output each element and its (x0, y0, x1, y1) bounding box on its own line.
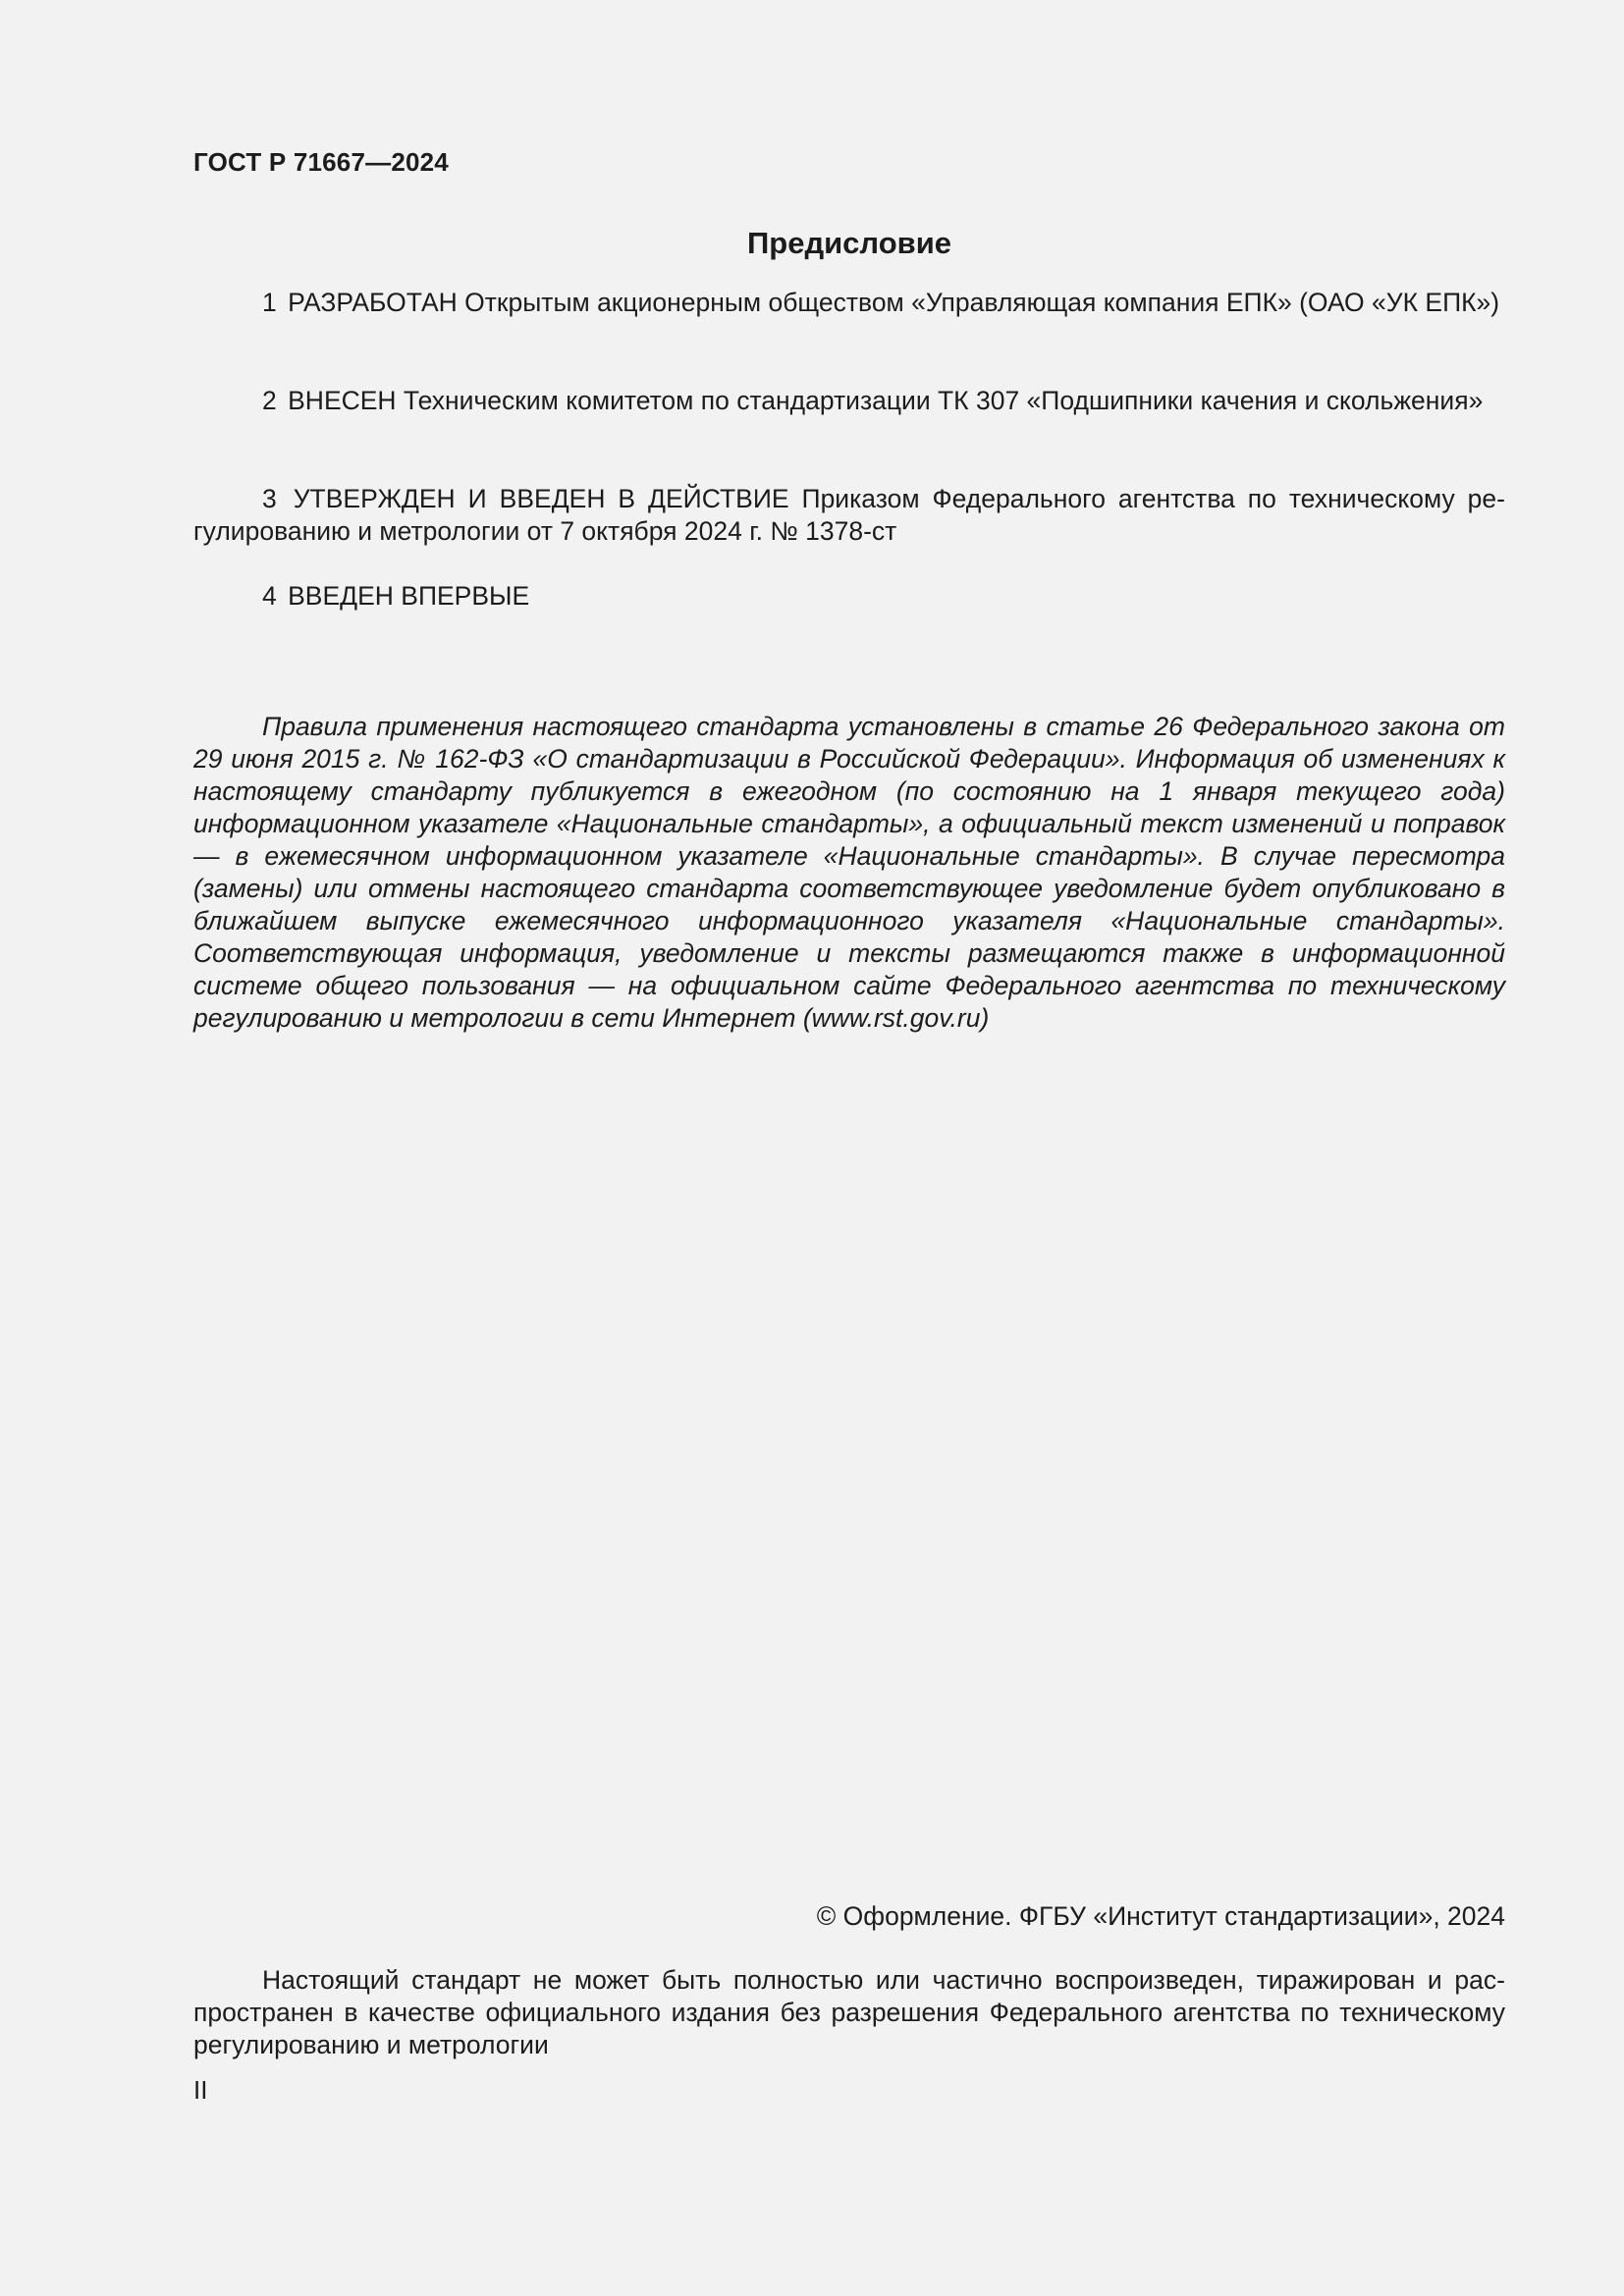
foreword-item-approved (193, 483, 1505, 548)
foreword-item-first-introduced (193, 580, 1505, 613)
foreword-item-text: УТВЕРЖДЕН И ВВЕДЕН В ДЕЙСТВИЕ Приказом Федерального агентства по техническому регулированию и метрологии от 7 октября 2024 г. № 1378-ст (193, 484, 1505, 546)
page-number: II (193, 2075, 208, 2105)
page-title: Предисловие (746, 226, 951, 260)
application-rules-notice: Правила применения настоящего стандарта установлены в статье 26 Федерального закона от 29 июня 2015 г. № 162-ФЗ «О стандартизации в Российской Федерации». Информация об изменениях к настоящему стандарту публикуется в ежегодном (по состоянию на 1 января текущего года) информационном указателе «Национальные стандарты», а официальный текст изменений и поправок — в ежемесячном информационном указателе «Национальные стандарты». В случае пересмотра (замены) или отмены настоящего стандарта соответствующее уведомление будет опубликовано в ближайшем выпуске ежемесячного информационного указателя «Национальные стандарты». Соответствующая информация, уведомление и тексты размещаются также в информационной системе общего пользования — на официальном сайте Федерального агентства по техническому регулированию и метрологии в сети Интернет (www.rst.gov.ru) (193, 712, 1505, 1033)
foreword-item-number: 2 (262, 386, 277, 415)
reproduction-restriction: Настоящий стандарт не может быть полностью или частично воспроизведен, тиражирован и распространен в качестве официального издания без разрешения Федерального агентства по техническому регулированию и метрологии (193, 1965, 1505, 2059)
foreword-item-number: 3 (262, 484, 277, 513)
copyright-notice: © Оформление. ФГБУ «Институт стандартизации», 2024 (816, 1901, 1505, 1931)
foreword-item-text: ВНЕСЕН Техническим комитетом по стандартизации ТК 307 «Подшипники качения и скольжения» (288, 386, 1484, 415)
foreword-item-text: РАЗРАБОТАН Открытым акционерным обществом «Управляющая компания ЕПК» (ОАО «УК ЕПК») (288, 288, 1500, 317)
foreword-item-text: ВВЕДЕН ВПЕРВЫЕ (288, 581, 530, 611)
foreword-item-number: 1 (262, 288, 277, 317)
standard-designation: ГОСТ Р 71667—2024 (193, 147, 449, 177)
foreword-item-number: 4 (262, 581, 277, 611)
foreword-item-developed (193, 287, 1505, 319)
foreword-item-introduced (193, 385, 1505, 417)
